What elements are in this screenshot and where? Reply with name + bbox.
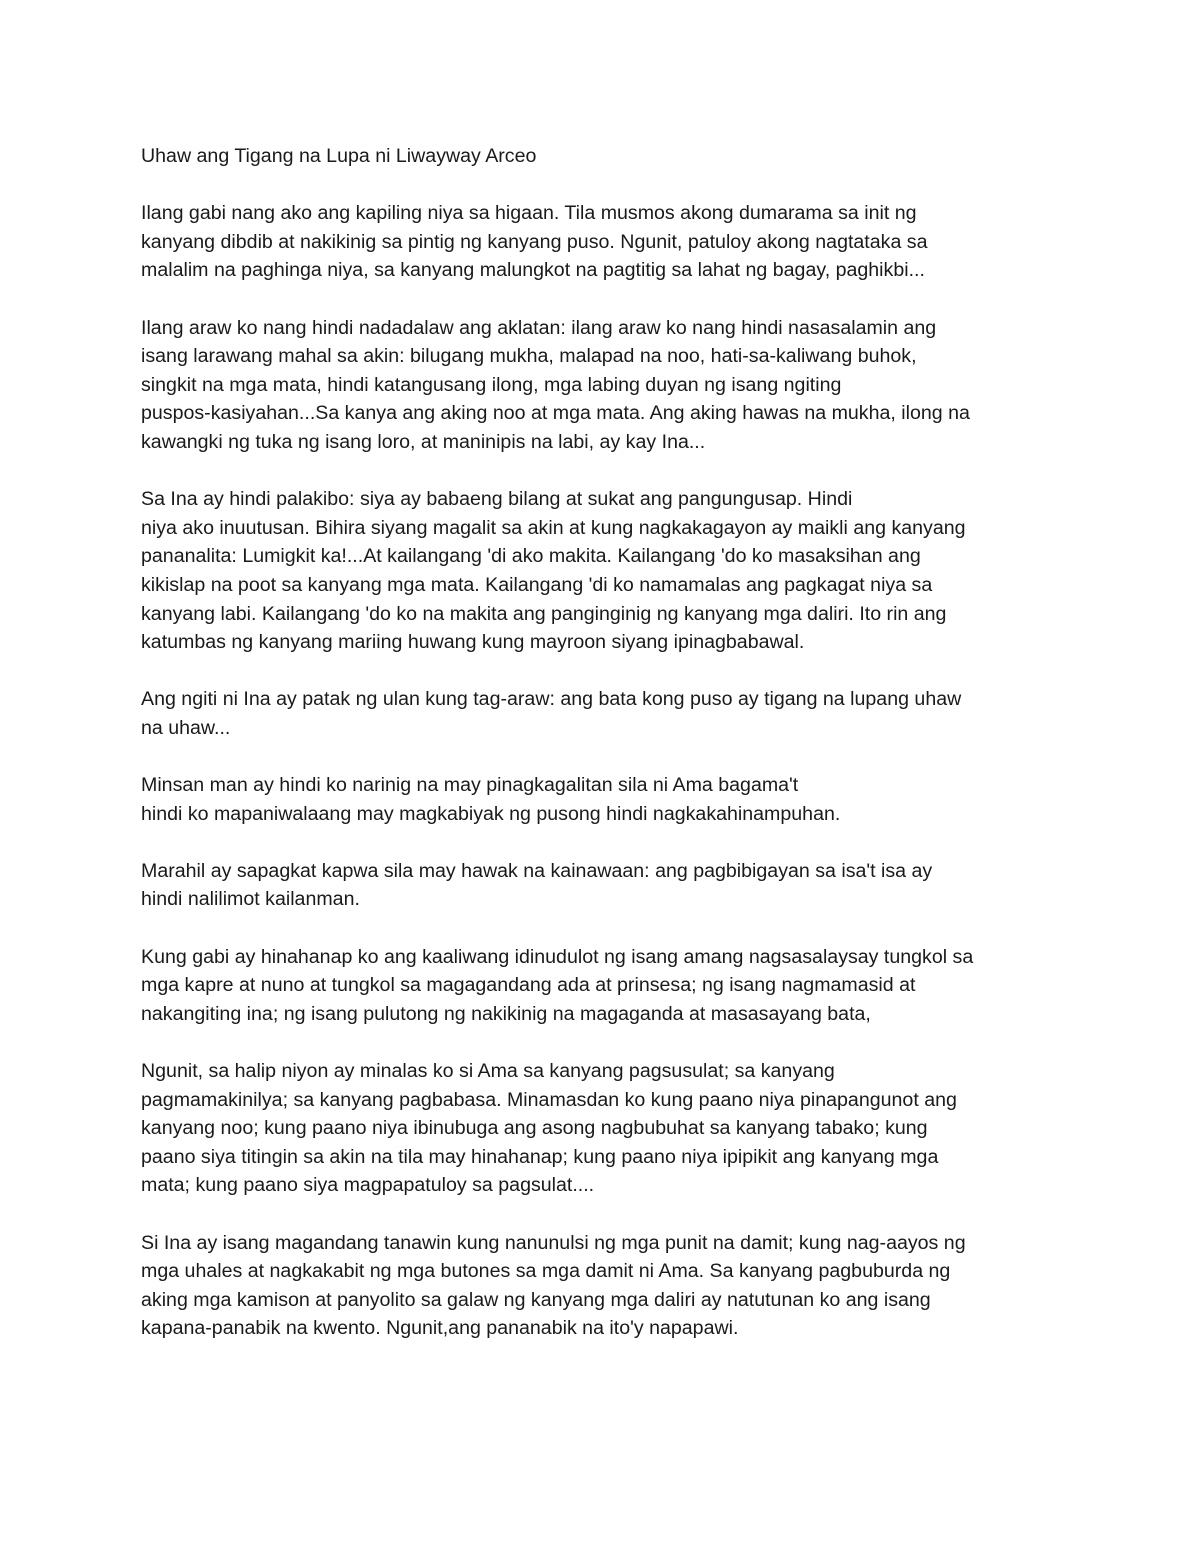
text-line: Ilang gabi nang ako ang kapiling niya sa higaan. Tila musmos akong dumarama sa init ng	[141, 202, 917, 225]
paragraph	[141, 1229, 1071, 1343]
text-line: Si Ina ay isang magandang tanawin kung nanunulsi ng mga punit na damit; kung nag-aayos ng	[141, 1231, 966, 1254]
text-line: hindi nalilimot kailanman.	[141, 888, 360, 911]
text-line: aking mga kamison at panyolito sa galaw ng kanyang mga daliri ay natutunan ko ang isang	[141, 1288, 931, 1311]
text-line: Marahil ay sapagkat kapwa sila may hawak na kainawaan: ang pagbibigayan sa isa't isa ay	[141, 859, 933, 882]
text-line: malalim na paghinga niya, sa kanyang malungkot na pagtitig sa lahat ng bagay, paghikbi...	[141, 259, 925, 282]
text-line: pagmamakinilya; sa kanyang pagbabasa. Minamasdan ko kung paano niya pinapangunot ang	[141, 1088, 957, 1111]
text-line: kanyang dibdib at nakikinig sa pintig ng kanyang puso. Ngunit, patuloy akong nagtataka sa	[141, 230, 928, 253]
paragraph	[141, 857, 1071, 914]
text-line: mata; kung paano siya magpapatuloy sa pagsulat....	[141, 1174, 595, 1197]
paragraph	[141, 485, 1071, 657]
document-page	[141, 142, 1071, 1372]
text-line: Sa Ina ay hindi palakibo: siya ay babaeng bilang at sukat ang pangungusap. Hindi	[141, 488, 853, 511]
text-line: paano siya titingin sa akin na tila may hinahanap; kung paano niya ipipikit ang kanyang mga	[141, 1145, 939, 1168]
text-line: Ang ngiti ni Ina ay patak ng ulan kung tag-araw: ang bata kong puso ay tigang na lupang uhaw	[141, 688, 962, 711]
document-title: Uhaw ang Tigang na Lupa ni Liwayway Arceo	[141, 145, 537, 167]
text-line: niya ako inuutusan. Bihira siyang magalit sa akin at kung nagkakagayon ay maikli ang kanyang	[141, 516, 966, 539]
text-line: mga kapre at nuno at tungkol sa magagandang ada at prinsesa; ng isang nagmamasid at	[141, 974, 916, 997]
text-line: singkit na mga mata, hindi katangusang ilong, mga labing duyan ng isang ngiting	[141, 373, 842, 396]
text-line: Minsan man ay hindi ko narinig na may pinagkagalitan sila ni Ama bagama't	[141, 774, 799, 797]
paragraph	[141, 314, 1071, 457]
text-line: hindi ko mapaniwalaang may magkabiyak ng pusong hindi nagkakahinampuhan.	[141, 802, 841, 825]
text-line: Ngunit, sa halip niyon ay minalas ko si Ama sa kanyang pagsusulat; sa kanyang	[141, 1060, 835, 1082]
text-line: puspos-kasiyahan...Sa kanya ang aking noo at mga mata. Ang aking hawas na mukha, ilong na	[141, 402, 970, 425]
paragraph	[141, 199, 1071, 285]
paragraph	[141, 685, 1071, 742]
text-line: Kung gabi ay hinahanap ko ang kaaliwang idinudulot ng isang amang nagsasalaysay tungkol sa	[141, 945, 974, 968]
text-line: katumbas ng kanyang mariing huwang kung mayroon siyang ipinagbabawal.	[141, 631, 805, 654]
paragraph	[141, 943, 1071, 1029]
paragraph	[141, 1057, 1071, 1200]
paragraph	[141, 771, 1071, 828]
text-line: na uhaw...	[141, 716, 231, 739]
text-line: kikislap na poot sa kanyang mga mata. Kailangang 'di ko namamalas ang pagkagat niya sa	[141, 573, 933, 596]
text-line: nakangiting ina; ng isang pulutong ng nakikinig na magaganda at masasayang bata,	[141, 1002, 871, 1025]
document-body	[141, 199, 1071, 1343]
text-line: kanyang noo; kung paano niya ibinubuga ang asong nagbubuhat sa kanyang tabako; kung	[141, 1117, 928, 1140]
text-line: kanyang labi. Kailangang 'do ko na makita ang panginginig ng kanyang mga daliri. Ito rin ang	[141, 602, 947, 625]
text-line: Ilang araw ko nang hindi nadadalaw ang aklatan: ilang araw ko nang hindi nasasalamin ang	[141, 316, 937, 339]
text-line: kawangki ng tuka ng isang loro, at maninipis na labi, ay kay Ina...	[141, 430, 706, 453]
text-line: isang larawang mahal sa akin: bilugang mukha, malapad na noo, hati-sa-kaliwang buhok,	[141, 345, 917, 368]
text-line: kapana-panabik na kwento. Ngunit,ang pananabik na ito'y napapawi.	[141, 1317, 739, 1340]
text-line: mga uhales at nagkakabit ng mga butones sa mga damit ni Ama. Sa kanyang pagbuburda ng	[141, 1260, 951, 1283]
text-line: pananalita: Lumigkit ka!...At kailangang 'di ako makita. Kailangang 'do ko masaksihan ang	[141, 545, 921, 568]
